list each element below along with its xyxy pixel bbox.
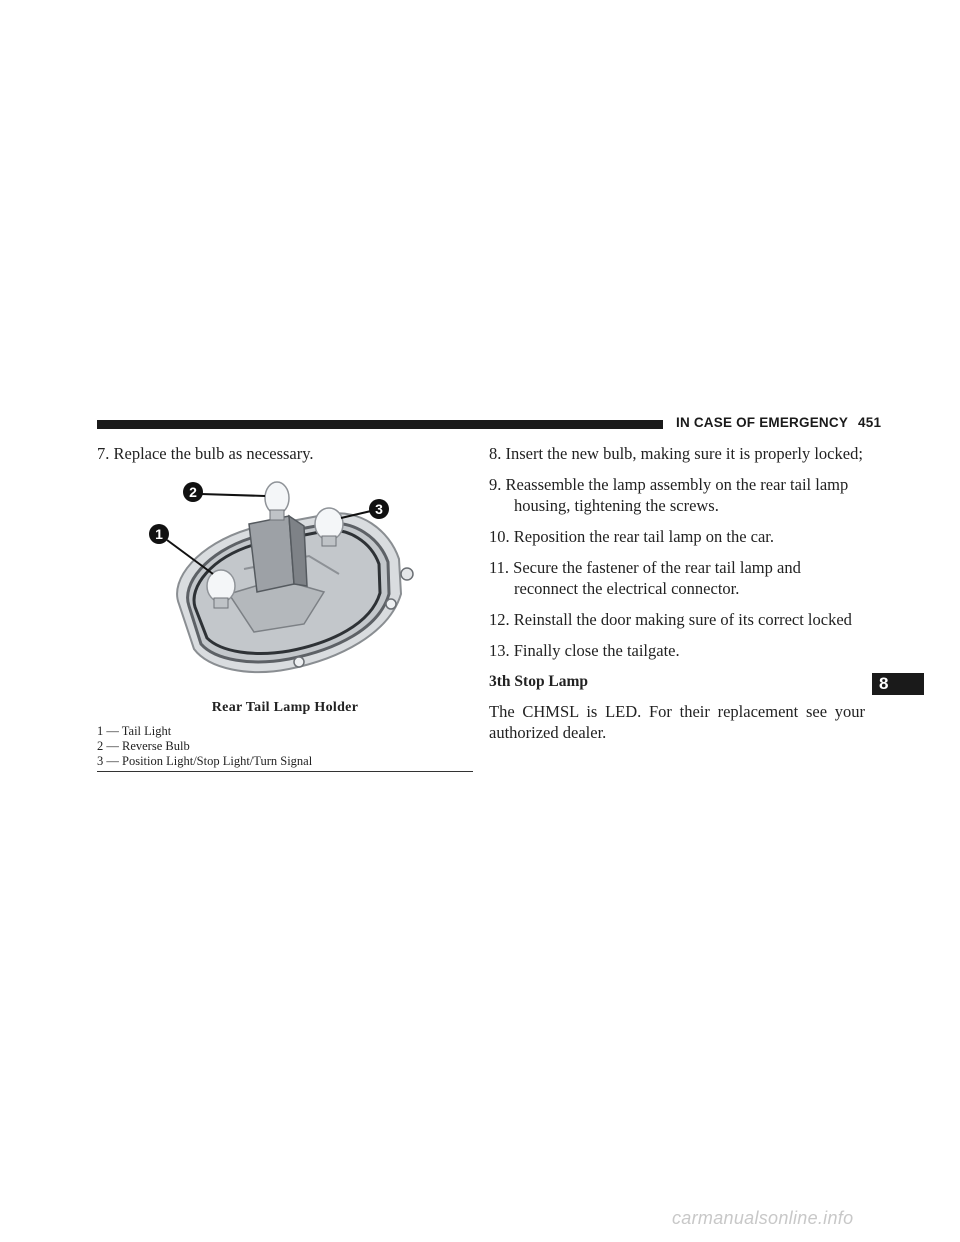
step-10: 10. Reposition the rear tail lamp on the car. [489, 527, 775, 546]
step-7: 7. Replace the bulb as necessary. [97, 444, 314, 463]
figure-caption: Rear Tail Lamp Holder [211, 700, 359, 715]
step-12: 12. Reinstall the door making sure of its correct locked [489, 610, 852, 629]
legend-item: 2 — Reverse Bulb [97, 739, 190, 753]
step-11: 11. Secure the fastener of the rear tail lamp and reconnect the electrical connector. [489, 558, 801, 598]
page-number: 451 [858, 415, 882, 430]
header-rule [97, 420, 663, 429]
legend-item: 1 — Tail Light [97, 724, 172, 738]
lamp-holder-drawing [139, 474, 429, 694]
running-header [676, 415, 881, 430]
callout-2 [183, 482, 203, 502]
chapter-tab: 8 [872, 673, 924, 695]
section-heading: 3th Stop Lamp [489, 673, 589, 690]
svg-text:3: 3 [375, 501, 383, 517]
rear-tail-lamp-holder-illustration [139, 474, 429, 694]
callout-1 [149, 524, 169, 544]
callout-3 [369, 499, 389, 519]
figure-legend [97, 724, 473, 772]
step-8: 8. Insert the new bulb, making sure it is properly locked; [489, 444, 863, 463]
watermark: carmanualsonline.info [672, 1208, 854, 1228]
svg-text:2: 2 [189, 484, 197, 500]
legend-item: 3 — Position Light/Stop Light/Turn Signal [97, 754, 313, 768]
step-13: 13. Finally close the tailgate. [489, 641, 680, 660]
step-9: 9. Reassemble the lamp assembly on the rear tail lamp housing, tightening the screws. [489, 475, 849, 515]
svg-text:1: 1 [155, 526, 163, 542]
body-paragraph: The CHMSL is LED. For their replacement see your authorized dealer. [489, 702, 865, 742]
right-column [489, 443, 865, 743]
left-column [97, 443, 473, 772]
section-title: IN CASE OF EMERGENCY [676, 415, 849, 430]
